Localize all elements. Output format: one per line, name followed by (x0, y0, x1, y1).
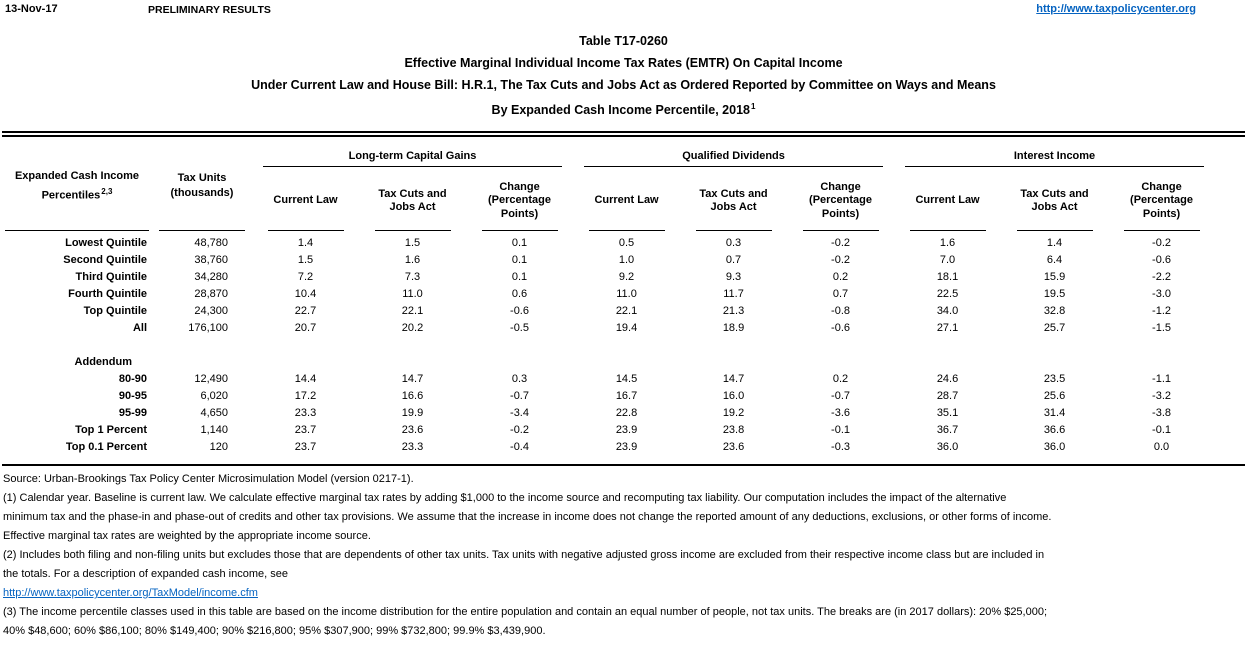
tax-units-cell: 48,780 (194, 237, 228, 249)
value-cell: 1.5 (404, 237, 421, 249)
footnote-1-line-2: minimum tax and the phase-in and phase-out of credits and other tax provisions. We assume that the increase in income does not change the reported amount of any deductions, exclusions, or other forms of income. (3, 511, 1052, 523)
value-cell: 7.2 (297, 271, 314, 283)
row-label: 95-99 (118, 407, 147, 419)
value-cell (359, 354, 466, 371)
table-row (2, 388, 1215, 405)
value-cell: 36.0 (1043, 441, 1066, 453)
value-cell: 23.9 (615, 441, 638, 453)
tax-units-cell: 24,300 (194, 305, 228, 317)
value-cell: 0.6 (511, 288, 528, 300)
value-cell: -0.6 (510, 305, 529, 317)
value-cell: -1.1 (1152, 373, 1172, 385)
value-cell: -3.8 (1152, 407, 1172, 419)
value-cell (1001, 354, 1108, 371)
table-row (2, 371, 1215, 388)
footnote-2-line-1: (2) Includes both filing and non-filing units but excludes those that are dependents of other tax units. Tax units with negative adjusted gross income are excluded from their respective income class but are included in (3, 549, 1045, 561)
value-cell: 22.7 (294, 305, 317, 317)
value-cell (466, 354, 573, 371)
table-row (2, 235, 1215, 252)
sub-header-qualified-dividends-tax-cuts-and-jobs-act: Tax Cuts and Jobs Act (680, 167, 787, 235)
value-cell: -0.2 (831, 254, 851, 266)
header-underline (910, 230, 986, 231)
footnote-1-line-3: Effective marginal tax rates are weighted by the appropriate income source. (3, 530, 371, 542)
value-cell: 16.6 (401, 390, 424, 402)
title-subtitle: Under Current Law and House Bill: H.R.1, The Tax Cuts and Jobs Act as Ordered Reported by Committee on Ways and Means (251, 78, 996, 92)
income-definition-link[interactable]: http://www.taxpolicycenter.org/TaxModel/income.cfm (3, 587, 258, 599)
table-row (2, 286, 1215, 303)
value-cell: 9.3 (725, 271, 742, 283)
table-row (2, 405, 1215, 422)
value-cell: -0.2 (1152, 237, 1172, 249)
tax-units-cell: 38,760 (194, 254, 228, 266)
value-cell: 25.6 (1043, 390, 1066, 402)
value-cell: 36.6 (1043, 424, 1066, 436)
spacer-cell (2, 337, 1215, 354)
value-cell: -0.8 (831, 305, 851, 317)
value-cell: 23.6 (401, 424, 424, 436)
row-label: Top Quintile (83, 305, 147, 317)
percentiles-footnote-marker: 2,3 (101, 186, 113, 196)
tax-units-cell: 6,020 (200, 390, 228, 402)
value-cell: -0.5 (510, 322, 529, 334)
row-label: Addendum (74, 356, 132, 368)
sub-header-long-term-capital-gains-change: Change (Percentage Points) (466, 167, 573, 235)
value-cell: 35.1 (936, 407, 959, 419)
table-row (2, 422, 1215, 439)
table-row (2, 320, 1215, 337)
value-cell (573, 354, 680, 371)
value-cell: 24.6 (936, 373, 959, 385)
value-cell: 19.2 (722, 407, 745, 419)
value-cell: 0.1 (511, 271, 528, 283)
value-cell: 0.1 (511, 254, 528, 266)
value-cell: -3.2 (1152, 390, 1172, 402)
value-cell: 14.7 (722, 373, 745, 385)
value-cell: 0.7 (832, 288, 849, 300)
tax-units-cell: 176,100 (188, 322, 228, 334)
tax-units-cell: 4,650 (200, 407, 228, 419)
group-header-qualified-dividends: Qualified Dividends (573, 137, 894, 167)
value-cell: 0.2 (832, 373, 849, 385)
sub-header-interest-income-tax-cuts-and-jobs-act: Tax Cuts and Jobs Act (1001, 167, 1108, 235)
value-cell: 1.6 (404, 254, 421, 266)
value-cell: 27.1 (936, 322, 959, 334)
value-cell: 0.7 (725, 254, 742, 266)
group-header-long-term-capital-gains: Long-term Capital Gains (252, 137, 573, 167)
value-cell: 14.5 (615, 373, 638, 385)
source-line: Source: Urban-Brookings Tax Policy Center Microsimulation Model (version 0217-1). (3, 473, 414, 485)
tax-units-cell: 28,870 (194, 288, 228, 300)
value-cell: -3.6 (831, 407, 851, 419)
value-cell: -0.7 (510, 390, 529, 402)
value-cell: 23.3 (401, 441, 424, 453)
header-underline (696, 230, 772, 231)
row-label: Top 0.1 Percent (65, 441, 147, 453)
table-row (2, 269, 1215, 286)
table-row (2, 439, 1215, 456)
tax-units-cell: 34,280 (194, 271, 228, 283)
value-cell: 20.7 (294, 322, 317, 334)
value-cell: 28.7 (936, 390, 959, 402)
value-cell: 15.9 (1043, 271, 1066, 283)
emtr-table-section (2, 131, 1245, 466)
footnote-2-line-2: the totals. For a description of expanded cash income, see (3, 568, 288, 580)
sub-header-interest-income-current-law: Current Law (894, 167, 1001, 235)
row-label: Fourth Quintile (68, 288, 147, 300)
row-label: Second Quintile (63, 254, 147, 266)
value-cell: -0.6 (831, 322, 851, 334)
value-cell: -3.4 (510, 407, 529, 419)
sub-header-qualified-dividends-current-law: Current Law (573, 167, 680, 235)
value-cell: 11.7 (723, 288, 744, 300)
value-cell: 22.1 (615, 305, 638, 317)
value-cell: 22.5 (936, 288, 959, 300)
value-cell: 21.3 (722, 305, 745, 317)
value-cell (894, 354, 1001, 371)
row-label: All (132, 322, 147, 334)
table-row (2, 252, 1215, 269)
value-cell: 9.2 (618, 271, 635, 283)
value-cell: 25.7 (1043, 322, 1066, 334)
title-main: Effective Marginal Individual Income Tax Rates (EMTR) On Capital Income (404, 56, 843, 70)
header-underline (589, 230, 665, 231)
sub-header-interest-income-change: Change (Percentage Points) (1108, 167, 1215, 235)
value-cell: 10.4 (294, 288, 317, 300)
value-cell: 19.9 (401, 407, 424, 419)
header-underline (1124, 230, 1200, 231)
table-bottom-rule (2, 464, 1245, 466)
value-cell: 20.2 (401, 322, 424, 334)
header-bar (0, 3, 1247, 19)
value-cell: -0.3 (831, 441, 851, 453)
value-cell: 19.4 (615, 322, 638, 334)
spacer-row (2, 337, 1215, 354)
value-cell: -3.0 (1152, 288, 1172, 300)
footnote-1-line-1: (1) Calendar year. Baseline is current law. We calculate effective marginal tax rates by adding $1,000 to the income source and recomputing tax liability. Our computation includes the impact of the alternative (3, 492, 1007, 504)
value-cell: 7.3 (404, 271, 421, 283)
footnote-3-line-2: 40% $48,600; 60% $86,100; 80% $149,400; 90% $216,800; 95% $307,900; 99% $732,800; 99.9% $3,439,900. (3, 625, 546, 637)
value-cell: 16.0 (722, 390, 745, 402)
value-cell (1108, 354, 1215, 371)
header-underline (268, 230, 344, 231)
tax-units-cell: 120 (209, 441, 228, 453)
sub-header-long-term-capital-gains-current-law: Current Law (252, 167, 359, 235)
value-cell: 1.4 (297, 237, 314, 249)
value-cell: 36.7 (936, 424, 959, 436)
emtr-table (2, 137, 1215, 456)
group-header-row (2, 137, 1215, 167)
group-header-interest-income: Interest Income (894, 137, 1215, 167)
value-cell: 0.5 (618, 237, 635, 249)
value-cell (680, 354, 787, 371)
value-cell: 11.0 (616, 288, 637, 300)
row-label: Lowest Quintile (65, 237, 147, 249)
value-cell: -0.2 (510, 424, 529, 436)
header-underline (1017, 230, 1093, 231)
value-cell: 23.3 (294, 407, 317, 419)
value-cell (252, 354, 359, 371)
sub-header-long-term-capital-gains-tax-cuts-and-jobs-act: Tax Cuts and Jobs Act (359, 167, 466, 235)
row-label: 90-95 (118, 390, 147, 402)
title-block (0, 30, 1247, 121)
tax-units-cell: 1,140 (200, 424, 228, 436)
value-cell: -1.2 (1152, 305, 1172, 317)
section-row (2, 354, 1215, 371)
value-cell: 23.9 (615, 424, 638, 436)
header-underline (375, 230, 451, 231)
value-cell: 18.1 (936, 271, 959, 283)
value-cell: 0.3 (511, 373, 528, 385)
value-cell: 34.0 (936, 305, 959, 317)
value-cell: 0.3 (725, 237, 742, 249)
header-underline (482, 230, 558, 231)
value-cell: 17.2 (294, 390, 317, 402)
tax-units-cell: 12,490 (194, 373, 228, 385)
value-cell: 1.0 (618, 254, 635, 266)
value-cell: 7.0 (939, 254, 956, 266)
sub-header-qualified-dividends-change: Change (Percentage Points) (787, 167, 894, 235)
taxpolicycenter-link[interactable]: http://www.taxpolicycenter.org (1036, 3, 1196, 15)
row-label: 80-90 (118, 373, 147, 385)
value-cell: 19.5 (1043, 288, 1066, 300)
value-cell (787, 354, 894, 371)
value-cell: 16.7 (615, 390, 638, 402)
header-underline (5, 230, 149, 231)
value-cell: -0.1 (1152, 424, 1172, 436)
report-date: 13-Nov-17 (5, 3, 58, 15)
value-cell: -0.6 (1152, 254, 1172, 266)
value-cell: 0.1 (511, 237, 528, 249)
row-label: Third Quintile (75, 271, 147, 283)
value-cell: 32.8 (1043, 305, 1066, 317)
value-cell: 23.5 (1043, 373, 1066, 385)
footnotes (3, 470, 1244, 641)
title-footnote-marker: 1 (751, 102, 756, 111)
table-row (2, 303, 1215, 320)
value-cell: 18.9 (722, 322, 745, 334)
value-cell: 0.2 (832, 271, 849, 283)
value-cell: 31.4 (1043, 407, 1066, 419)
value-cell: 22.8 (615, 407, 638, 419)
row-label: Top 1 Percent (75, 424, 147, 436)
value-cell: -0.1 (831, 424, 851, 436)
value-cell: 0.0 (1153, 441, 1170, 453)
tax-units-cell (152, 354, 252, 371)
value-cell: 14.4 (294, 373, 317, 385)
value-cell: 1.6 (939, 237, 956, 249)
value-cell: -1.5 (1152, 322, 1172, 334)
col-header-tax-units: Tax Units (thousands) (152, 137, 252, 235)
value-cell: 23.6 (722, 441, 745, 453)
value-cell: 23.8 (722, 424, 745, 436)
title-percentile-line: By Expanded Cash Income Percentile, 2018$^1$ (491, 102, 756, 118)
value-cell: -2.2 (1152, 271, 1172, 283)
value-cell: 11.0 (402, 288, 423, 300)
value-cell: 6.4 (1046, 254, 1063, 266)
value-cell: 14.7 (401, 373, 424, 385)
value-cell: -0.7 (831, 390, 851, 402)
value-cell: 1.4 (1046, 237, 1063, 249)
preliminary-results-label: PRELIMINARY RESULTS (148, 4, 271, 16)
col-header-percentiles: Expanded Cash Income Percentiles$^{2,3}$ (2, 137, 152, 235)
header-underline (159, 230, 245, 231)
value-cell: -0.2 (831, 237, 851, 249)
value-cell: -0.4 (510, 441, 529, 453)
footnote-3-line-1: (3) The income percentile classes used in this table are based on the income distribution for the entire population and contain an equal number of people, not tax units. The breaks are (in 2017 dollars): 20% $25,000; (3, 606, 1048, 618)
value-cell: 1.5 (297, 254, 314, 266)
value-cell: 36.0 (936, 441, 959, 453)
table-number: Table T17-0260 (579, 34, 668, 48)
value-cell: 22.1 (401, 305, 424, 317)
header-underline (803, 230, 879, 231)
value-cell: 23.7 (294, 424, 317, 436)
value-cell: 23.7 (294, 441, 317, 453)
